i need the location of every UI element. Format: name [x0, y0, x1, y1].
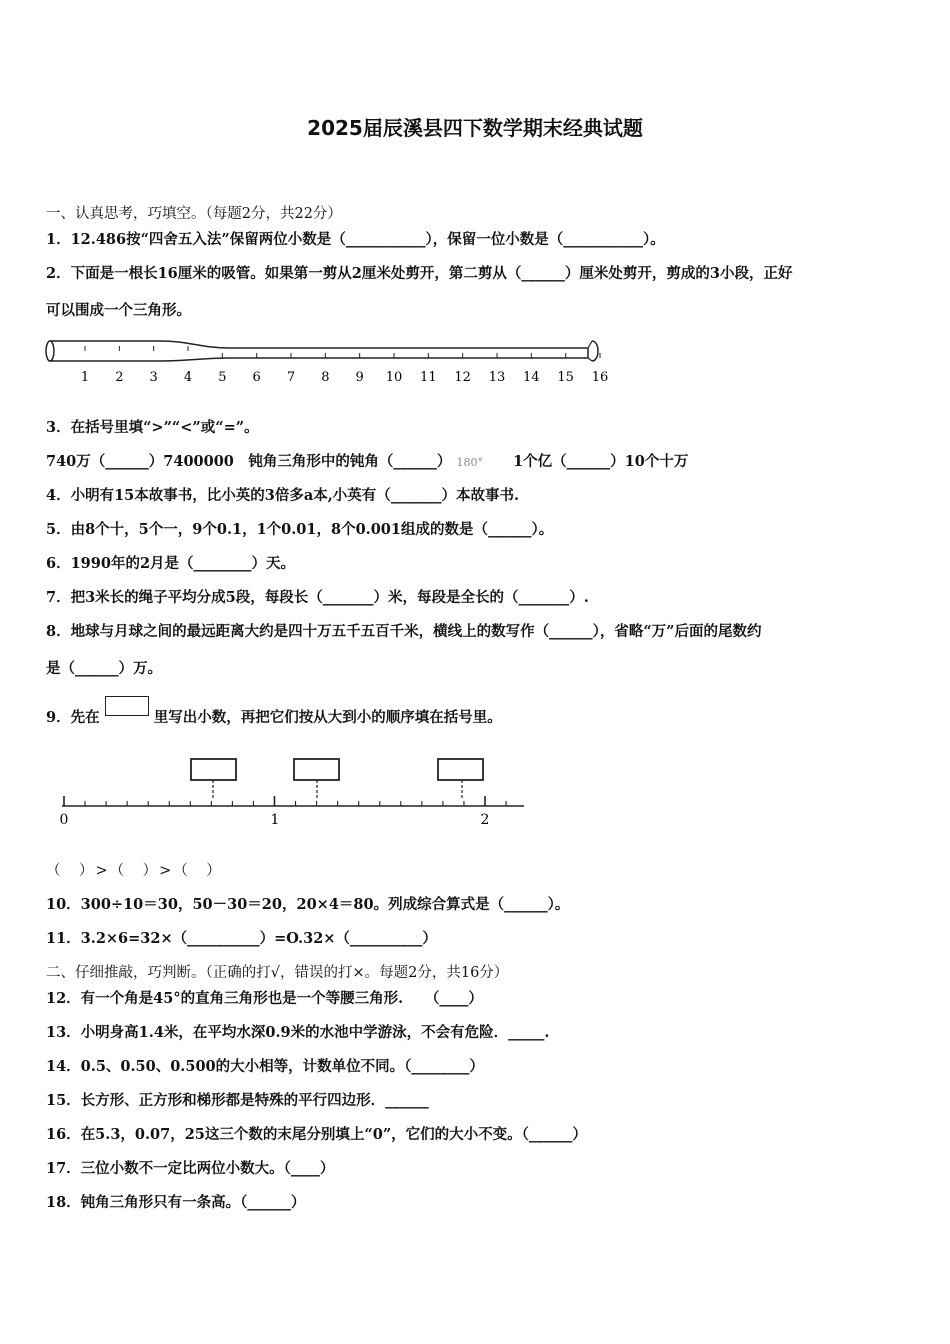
straw-figure [40, 334, 620, 388]
straw-label: 4 [183, 370, 193, 385]
question-9-suffix: 里写出小数，再把它们按从大到小的顺序填在括号里。 [153, 709, 502, 726]
straw-label: 10 [385, 370, 403, 385]
section2-heading: 二、仔细推敲，巧判断。（正确的打√，错误的打×。每题2分，共16分） [46, 965, 509, 981]
question-15: 15．长方形、正方形和梯形都是特殊的平行四边形．______ [46, 1092, 429, 1109]
straw-label: 15 [557, 370, 574, 385]
straw-label: 11 [420, 370, 437, 385]
straw-label: 6 [252, 370, 261, 385]
compare-a: 740万（______）7400000 钝角三角形中的钝角（______） [46, 453, 452, 470]
question-9-answer: （ ）>（ ）>（ ） [46, 863, 223, 879]
answer-box-icon [105, 696, 149, 716]
question-18: 18．钝角三角形只有一条高。（______） [46, 1194, 306, 1211]
question-1: 1．12.486按“四舍五入法”保留两位小数是（___________），保留一位小数是（___________）。 [46, 231, 665, 248]
question-6: 6．1990年的2月是（________）天。 [46, 555, 296, 572]
question-16: 16．在5.3，0.07，25这三个数的末尾分别填上“0”，它们的大小不变。（______） [46, 1126, 587, 1143]
question-3: 3．在括号里填“>”“<”或“=”。 [46, 419, 259, 436]
number-line-figure [56, 752, 536, 832]
question-17: 17．三位小数不一定比两位小数大。（____） [46, 1160, 335, 1177]
straw-label: 7 [286, 370, 296, 385]
question-9-prefix: 9．先在 [46, 709, 100, 726]
question-13: 13．小明身高1.4米，在平均水深0.9米的水池中学游泳，不会有危险．_____. [46, 1024, 550, 1041]
question-9 [46, 696, 502, 727]
straw-label: 16 [591, 370, 609, 385]
straw-label: 3 [149, 370, 158, 385]
question-14: 14．0.5、0.50、0.500的大小相等，计数单位不同。（________） [46, 1058, 484, 1075]
question-10: 10．300÷10＝30，50－30＝20，20×4＝80。列成综合算式是（______）。 [46, 896, 570, 913]
angle-180-label: 180° [456, 456, 483, 469]
straw-label: 14 [523, 370, 540, 385]
question-2-line2: 可以围成一个三角形。 [46, 302, 191, 319]
numberline-label-1: 1 [270, 812, 280, 828]
question-4: 4．小明有15本故事书，比小英的3倍多a本,小英有（_______）本故事书. [46, 487, 520, 504]
question-2-line1: 2．下面是一根长16厘米的吸管。如果第一剪从2厘米处剪开，第二剪从（______）厘米处剪开，剪成的3小段，正好 [46, 265, 793, 282]
page-title: 2025届辰溪县四下数学期末经典试题 [307, 116, 643, 140]
question-8-line2: 是（______）万。 [46, 660, 162, 677]
numberline-label-0: 0 [59, 812, 69, 828]
straw-label: 8 [321, 370, 330, 385]
numberline-label-2: 2 [480, 812, 490, 828]
question-5: 5．由8个十，5个一，9个0.1，1个0.01，8个0.001组成的数是（______）。 [46, 521, 554, 538]
question-7: 7．把3米长的绳子平均分成5段，每段长（_______）米，每段是全长的（_______）. [46, 589, 589, 606]
straw-label: 5 [218, 370, 227, 385]
question-8-line1: 8．地球与月球之间的最远距离大约是四十万五千五百千米，横线上的数写作（______），省略“万”后面的尾数约 [46, 623, 762, 640]
question-3-row [46, 450, 688, 471]
straw-label: 12 [454, 370, 471, 385]
straw-label: 2 [115, 370, 124, 385]
straw-label: 13 [488, 370, 506, 385]
section1-heading: 一、认真思考，巧填空。（每题2分，共22分） [46, 206, 342, 222]
straw-label: 1 [80, 370, 90, 385]
straw-label: 9 [355, 370, 364, 385]
compare-b: 1个亿（______）10个十万 [513, 453, 689, 470]
question-11: 11．3.2×6=32×（__________）=O.32×（__________） [46, 930, 437, 947]
question-12: 12．有一个角是45°的直角三角形也是一个等腰三角形. （____） [46, 990, 483, 1007]
